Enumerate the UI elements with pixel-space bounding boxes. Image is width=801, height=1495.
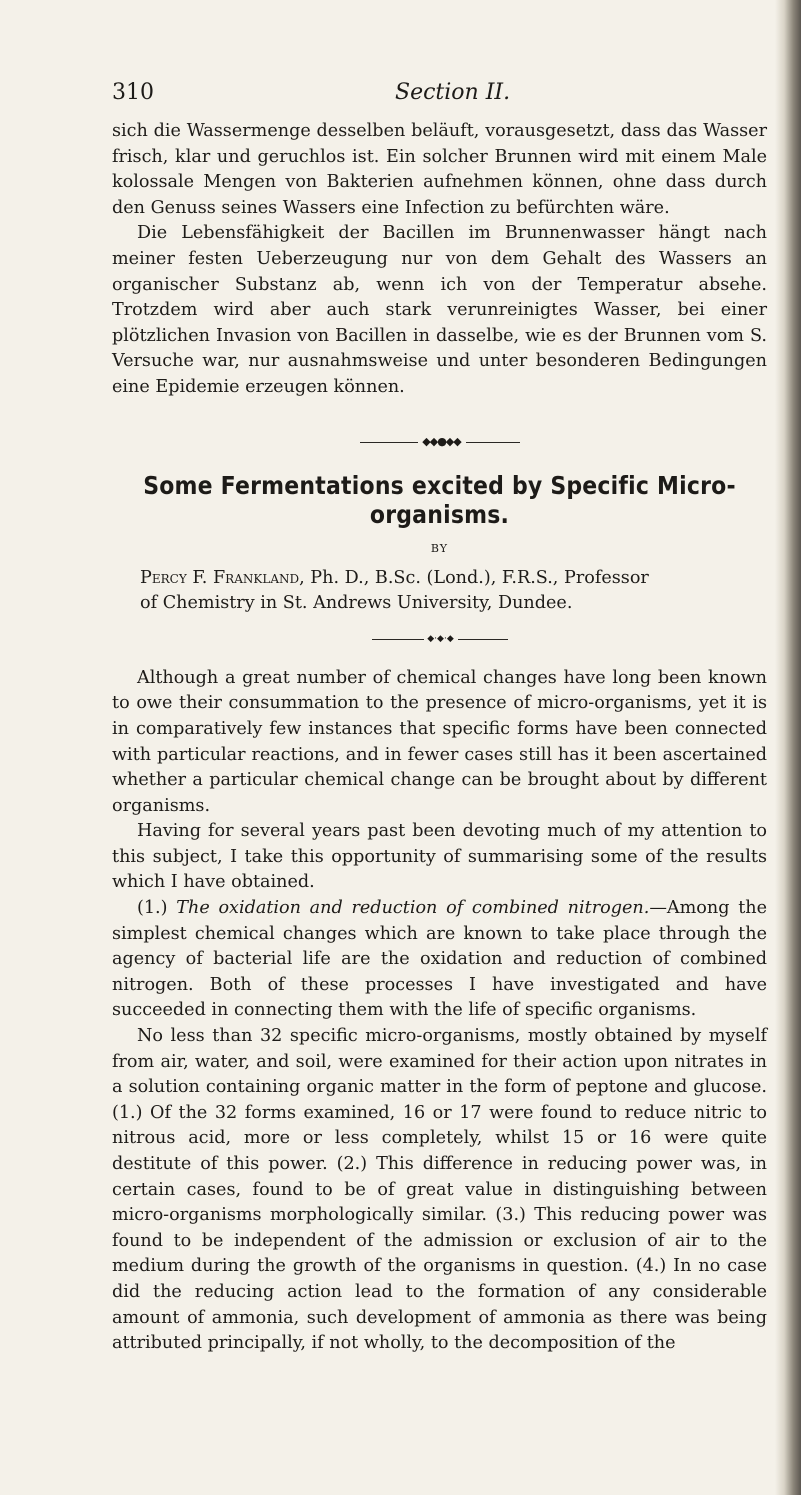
article-paragraph: Having for several years past been devoting much of my attention to this subject, I take this opportunity of summarising some of the results which I have obtained. [112,821,767,893]
author-affiliation: of Chemistry in St. Andrews University, Dundee. [140,593,573,614]
continued-paragraph: Die Lebensfähigkeit der Bacillen im Brunnenwasser hängt nach meiner festen Ueberzeugung nur von dem Gehalt des Wassers an organischer Substanz ab, wenn ich von der Temperatur absehe. Trotzdem wird aber auch stark verunreinigtes Wasser, bei einer plötzlichen Invasion von Bacillen in dasselbe, wie es der Brunnen vom S. Versuche war, nur ausnahmsweise und unter besonderen Bedingungen eine Epidemie erzeugen können. [112,223,767,397]
divider-rule-left [372,639,424,640]
article-paragraph: No less than 32 specific micro-organisms, mostly obtained by myself from air, water, and soil, were examined for their action upon nitrates in a solution containing organic matter in the form of peptone and glucose. (1.) Of the 32 forms examined, 16 or 17 were found to reduce nitric to nitrous acid, more or less completely, whilst 15 or 16 were quite destitute of this power. (2.) This difference in reducing power was, in certain cases, found to be of great value in distinguishing between micro-organisms morphologically similar. (3.) This reducing power was found to be independent of the admission or exclusion of air to the medium during the growth of the organisms in question. (4.) In no case did the reducing action lead to the formation of any considerable amount of ammonia, such development of ammonia as there was being attributed principally, if not wholly, to the decomposition of the [112,1026,767,1354]
page-number: 310 [112,80,154,105]
page-header [112,80,772,110]
paragraph-heading: The oxidation and reduction of combined nitrogen. [176,898,650,919]
divider-ornament-icon: ◆◆●◆◆ [422,434,461,448]
author-block [112,566,767,617]
divider-rule-right [466,442,520,443]
paragraph-text: —Among the simplest chemical changes which are known to take place through the agency of bacterial life are the oxidation and reduction of combined nitrogen. Both of these processes I have investigated and have succeeded in connecting them with the life of specific organisms. [112,898,768,1021]
divider-rule-left [360,442,418,443]
article-paragraph-oxidation [112,896,767,1024]
divider-ornament-icon: ◆·◆·◆ [427,633,454,644]
author-credentials: Ph. D., B.Sc. (Lond.), F.R.S., Professor [310,567,649,588]
byline: BY [430,541,449,555]
article-title: Some Fermentations excited by Specific Micro-organisms. [143,471,736,530]
divider-rule-right [458,639,508,640]
paragraph-number: (1.) [137,898,168,919]
running-head: Section II. [395,80,511,105]
title-divider [372,635,508,645]
section-divider [360,434,520,449]
article-paragraph: Although a great number of chemical changes have long been known to owe their consummation to the presence of micro-organisms, yet it is in comparatively few instances that specific forms have been connected with particular reactions, and in fewer cases still has it been ascertained whether a particular chemical change can be brought about by different organisms. [112,667,767,816]
author-name: Percy F. Frankland, [140,567,305,588]
page-body [112,119,767,1357]
continued-paragraph: sich die Wassermenge desselben beläuft, vorausgesetzt, dass das Wasser frisch, klar und geruchlos ist. Ein solcher Brunnen wird mit einem Male kolossale Mengen von Bakterien aufnehmen können, ohne dass durch den Genuss seines Wassers eine Infection zu befürchten wäre. [112,121,767,218]
